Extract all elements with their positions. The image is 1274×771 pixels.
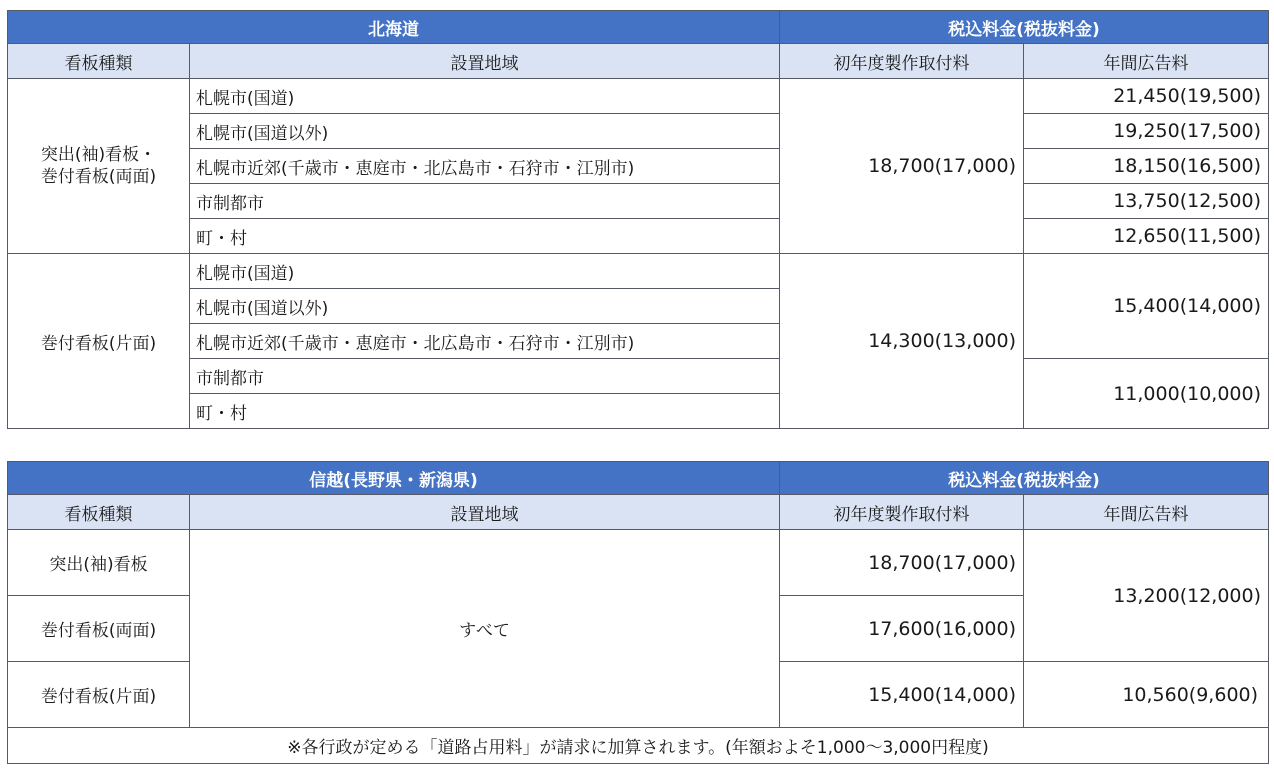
annual-fee-cell: 19,250(17,500) [1024,114,1269,149]
table-row [8,530,1269,596]
first-year-fee-cell: 15,400(14,000) [780,662,1024,728]
col-header-first-year-fee: 初年度製作取付料 [780,495,1024,530]
annual-fee-cell: 11,000(10,000) [1024,359,1269,429]
annual-fee-cell: 15,400(14,000) [1024,254,1269,359]
area-cell: 市制都市 [190,359,780,394]
sign-type-cell: 巻付看板(両面) [8,596,190,662]
road-occupancy-fee-note: ※各行政が定める「道路占用料」が請求に加算されます。(年額およそ1,000～3,000円程度) [8,728,1269,764]
col-header-sign-type: 看板種類 [8,495,190,530]
annual-fee-cell: 13,200(12,000) [1024,530,1269,662]
first-year-fee-cell: 17,600(16,000) [780,596,1024,662]
area-cell: 札幌市(国道以外) [190,289,780,324]
area-cell: 札幌市(国道) [190,254,780,289]
annual-fee-cell: 18,150(16,500) [1024,149,1269,184]
sign-type-cell: 突出(袖)看板 [8,530,190,596]
area-cell: 町・村 [190,219,780,254]
table-row [8,114,1269,149]
annual-fee-cell: 21,450(19,500) [1024,79,1269,114]
area-cell: 札幌市(国道) [190,79,780,114]
col-header-area: 設置地域 [190,44,780,79]
col-header-sign-type: 看板種類 [8,44,190,79]
col-header-first-year-fee: 初年度製作取付料 [780,44,1024,79]
annual-fee-cell: 10,560(9,600) [1024,662,1269,728]
shinetsu-price-table [7,461,1269,764]
area-cell: 札幌市近郊(千歳市・恵庭市・北広島市・石狩市・江別市) [190,324,780,359]
col-header-annual-fee: 年間広告料 [1024,44,1269,79]
col-header-annual-fee: 年間広告料 [1024,495,1269,530]
area-cell: 札幌市近郊(千歳市・恵庭市・北広島市・石狩市・江別市) [190,149,780,184]
hokkaido-region-header: 北海道 [8,11,780,44]
annual-fee-cell: 13,750(12,500) [1024,184,1269,219]
annual-fee-cell: 12,650(11,500) [1024,219,1269,254]
first-year-fee-cell: 14,300(13,000) [780,254,1024,429]
table-row [8,219,1269,254]
table-row [8,79,1269,114]
table-row [8,184,1269,219]
sign-type-cell: 突出(袖)看板・ 巻付看板(両面) [8,79,190,254]
first-year-fee-cell: 18,700(17,000) [780,530,1024,596]
shinetsu-price-header: 税込料金(税抜料金) [780,462,1269,495]
area-cell: すべて [190,530,780,728]
table-row [8,359,1269,394]
table-row [8,149,1269,184]
hokkaido-price-header: 税込料金(税抜料金) [780,11,1269,44]
area-cell: 札幌市(国道以外) [190,114,780,149]
hokkaido-price-table [7,10,1269,429]
first-year-fee-cell: 18,700(17,000) [780,79,1024,254]
sign-type-cell: 巻付看板(片面) [8,254,190,429]
area-cell: 町・村 [190,394,780,429]
area-cell: 市制都市 [190,184,780,219]
table-row [8,254,1269,289]
shinetsu-region-header: 信越(長野県・新潟県) [8,462,780,495]
col-header-area: 設置地域 [190,495,780,530]
sign-type-cell: 巻付看板(片面) [8,662,190,728]
